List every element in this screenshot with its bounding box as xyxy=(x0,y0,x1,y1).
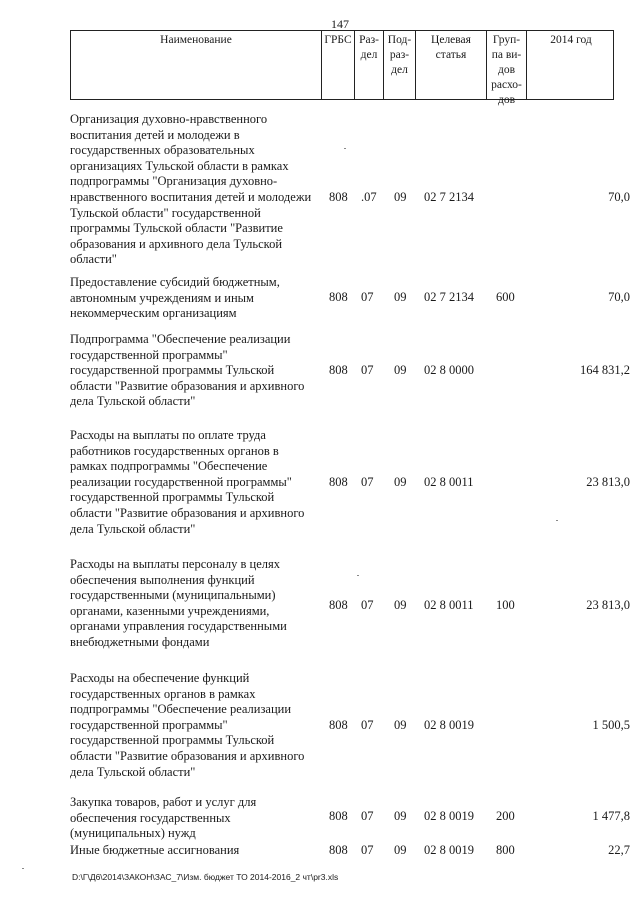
row-razdel: 07 xyxy=(361,843,374,857)
row-group: 100 xyxy=(496,598,515,612)
row-target: 02 8 0011 xyxy=(424,475,474,489)
row-name: Подпрограмма "Обеспечение реализации государственной программы" государственной программы Тульской области "Развитие образования и архивного дела Тульской области" xyxy=(70,332,305,409)
row-razdel: 07 xyxy=(361,475,374,489)
header-group: Груп- па ви- дов расхо- дов xyxy=(486,31,526,99)
row-amount: 70,0 xyxy=(608,190,630,204)
row-amount: 23 813,0 xyxy=(586,475,630,489)
header-year: 2014 год xyxy=(526,31,615,99)
row-razdel: 07 xyxy=(361,809,374,823)
row-grbs: 808 xyxy=(329,190,348,204)
row-name: Расходы на выплаты персоналу в целях обеспечения выполнения функций государственными (муниципальными) органами, казенными учреждениями, органами управления государственными внебюджетными фондами xyxy=(70,557,287,649)
row-podrazdel: 09 xyxy=(394,718,407,732)
row-target: 02 8 0000 xyxy=(424,363,474,377)
row-podrazdel: 09 xyxy=(394,598,407,612)
scan-speck xyxy=(344,148,346,149)
row-razdel: 07 xyxy=(361,718,374,732)
scan-speck xyxy=(22,868,24,869)
row-amount: 164 831,2 xyxy=(580,363,630,377)
row-name: Расходы на выплаты по оплате труда работников государственных органов в рамках подпрограммы "Обеспечение реализации государственной программы" государственной программы Тульской области "Развитие образования и архивного дела Тульской области" xyxy=(70,428,305,536)
row-grbs: 808 xyxy=(329,290,348,304)
row-name: Организация духовно-нравственного воспитания детей и молодежи в государственных образовательных организациях Тульской области в рамках подпрограммы "Организация духовно-нравственного воспитания детей и молодежи Тульской области" государственной программы Тульской области "Развитие образования и архивного дела Тульской области" xyxy=(70,112,312,267)
row-group: 800 xyxy=(496,843,515,857)
row-grbs: 808 xyxy=(329,718,348,732)
file-path-footer: D:\Г\Д6\2014\ЗАКОН\ЗАС_7\Изм. бюджет ТО 2014-2016_2 чт\pr3.xls xyxy=(72,872,339,882)
row-target: 02 8 0019 xyxy=(424,809,474,823)
row-podrazdel: 09 xyxy=(394,363,407,377)
scan-speck xyxy=(357,575,359,576)
row-name: Расходы на обеспечение функций государственных органов в рамках подпрограммы "Обеспечение реализации государственной программы" государственной программы Тульской области "Развитие образования и архивного дела Тульской области" xyxy=(70,671,305,779)
page-number: 147 xyxy=(331,17,349,31)
header-target: Целевая статья xyxy=(415,31,486,99)
row-group: 600 xyxy=(496,290,515,304)
row-target: 02 8 0019 xyxy=(424,843,474,857)
header-name: Наименование xyxy=(160,34,232,46)
row-grbs: 808 xyxy=(329,843,348,857)
header-podrazdel: Под- раз- дел xyxy=(383,31,415,99)
row-amount: 22,7 xyxy=(608,843,630,857)
header-grbs: ГРБС xyxy=(321,31,354,99)
table-header xyxy=(70,30,614,106)
row-target: 02 7 2134 xyxy=(424,190,474,204)
row-target: 02 8 0011 xyxy=(424,598,474,612)
row-name: Закупка товаров, работ и услуг для обеспечения государственных (муниципальных) нужд xyxy=(70,795,257,841)
row-grbs: 808 xyxy=(329,363,348,377)
row-amount: 1 477,8 xyxy=(592,809,630,823)
row-podrazdel: 09 xyxy=(394,475,407,489)
row-name: Предоставление субсидий бюджетным, автономным учреждениям и иным некоммерческим организациям xyxy=(70,275,280,321)
row-amount: 1 500,5 xyxy=(592,718,630,732)
row-amount: 23 813,0 xyxy=(586,598,630,612)
row-podrazdel: 09 xyxy=(394,290,407,304)
row-amount: 70,0 xyxy=(608,290,630,304)
row-group: 200 xyxy=(496,809,515,823)
row-razdel: .07 xyxy=(361,190,377,204)
row-podrazdel: 09 xyxy=(394,190,407,204)
scan-speck xyxy=(556,520,558,521)
header-razdel: Раз- дел xyxy=(354,31,383,99)
row-grbs: 808 xyxy=(329,809,348,823)
row-razdel: 07 xyxy=(361,598,374,612)
row-target: 02 8 0019 xyxy=(424,718,474,732)
row-name: Иные бюджетные ассигнования xyxy=(70,843,240,857)
row-razdel: 07 xyxy=(361,290,374,304)
row-target: 02 7 2134 xyxy=(424,290,474,304)
row-podrazdel: 09 xyxy=(394,809,407,823)
row-grbs: 808 xyxy=(329,475,348,489)
row-razdel: 07 xyxy=(361,363,374,377)
row-grbs: 808 xyxy=(329,598,348,612)
row-podrazdel: 09 xyxy=(394,843,407,857)
